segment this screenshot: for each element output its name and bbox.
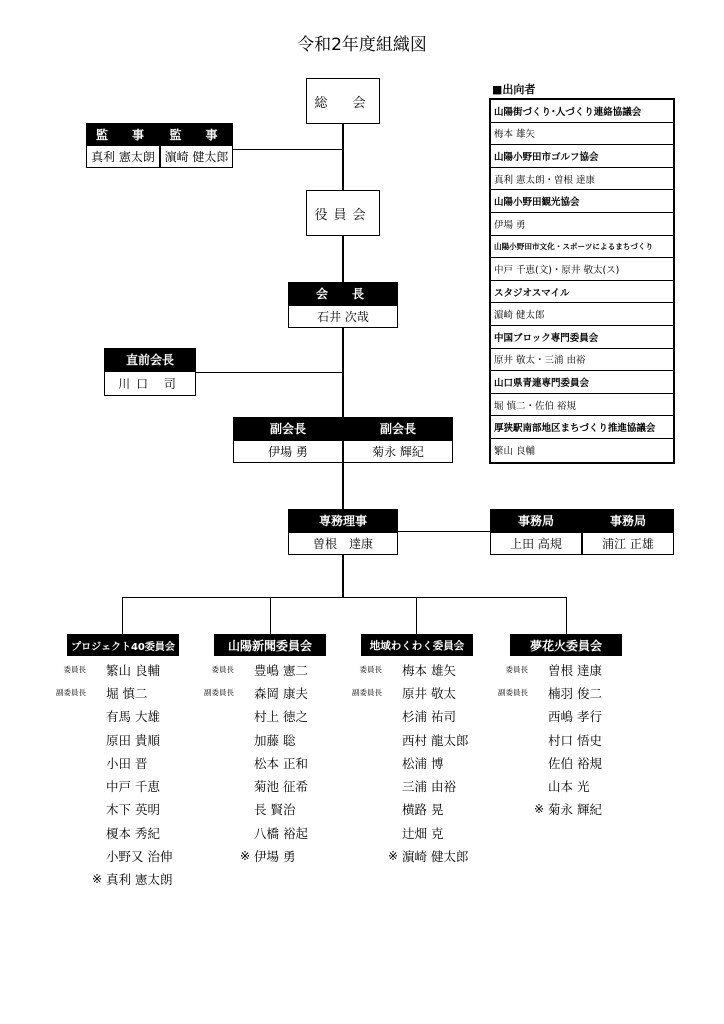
member-mark: ※ [92,872,103,887]
member-name: 原田 貴順 [106,732,160,748]
member-name: 繁山 良輔 [106,662,160,678]
member-name: 濵崎 健太郎 [402,849,469,865]
member-role: 副委員長 [352,688,382,698]
outbound-org: 山陽街づくり･人づくり連絡協議会 [491,100,673,123]
member-name: 加藤 聡 [254,732,296,748]
member-name: 松浦 博 [402,755,444,771]
outbound-org: 中国ブロック専門委員会 [491,326,673,349]
member-name: 堀 慎二 [106,685,148,701]
connector-committee-1 [122,597,123,634]
member-row [480,705,630,728]
member-mark: ※ [534,802,545,817]
auditor-2-name: 濵崎 健太郎 [160,145,233,168]
member-name: 辻畑 克 [402,825,444,841]
member-row [186,658,336,681]
member-row [38,844,188,867]
president-name: 石井 次哉 [288,305,398,328]
member-row [480,774,630,797]
outbound-people: 伊場 勇 [491,213,673,236]
member-name: 伊場 勇 [254,849,296,865]
member-row [186,798,336,821]
connector-committee-2 [270,597,271,634]
member-name: 佐伯 裕規 [548,755,602,771]
board-box: 役員会 [306,190,380,236]
outbound-org: 山陽小野田観光協会 [491,190,673,213]
member-role: 副委員長 [498,688,528,698]
member-row [334,658,484,681]
member-name: 菊池 征希 [254,779,308,795]
member-row [480,658,630,681]
member-row [480,728,630,751]
member-name: 森岡 康夫 [254,685,308,701]
member-name: 曽根 達康 [548,662,602,678]
member-name: 松本 正和 [254,755,308,771]
member-name: 杉浦 祐司 [402,709,456,725]
member-role: 副委員長 [56,688,86,698]
vice-president-1-title: 副会長 [233,417,343,440]
outbound-people: 堀 慎二・佐伯 裕規 [491,394,673,417]
outbound-org: 山陽小野田市文化・スポーツによるまちづくり [491,236,673,259]
auditor-2-title: 監 事 [160,123,233,145]
member-name: 楠羽 俊二 [548,685,602,701]
page-title: 令和2年度組織図 [297,35,427,55]
member-row [334,705,484,728]
connector-committee-4 [566,597,567,634]
member-name: 菊永 輝紀 [548,802,602,818]
outbound-org: 山口県青連専門委員会 [491,371,673,394]
committee-3-members [334,658,484,868]
member-role: 委員長 [505,665,528,675]
member-row [38,868,188,891]
member-name: 長 賢治 [254,802,296,818]
member-row [38,681,188,704]
member-role: 委員長 [63,665,86,675]
member-row [38,751,188,774]
member-role: 委員長 [359,665,382,675]
vice-president-2-title: 副会長 [343,417,453,440]
secretariat-1-title: 事務局 [490,509,582,532]
member-name: 中戸 千恵 [106,779,160,795]
secretariat-2-title: 事務局 [582,509,674,532]
member-row [186,821,336,844]
president-title: 会 長 [288,282,398,305]
member-row [186,774,336,797]
general-meeting-box: 総 会 [306,78,380,124]
connector-past-president [196,372,344,373]
member-name: 木下 英明 [106,802,160,818]
member-name: 三浦 由裕 [402,779,456,795]
member-row [38,705,188,728]
member-name: 八橋 裕起 [254,825,308,841]
outbound-people: 濵崎 健太郎 [491,303,673,326]
member-name: 西村 龍太郎 [402,732,469,748]
member-name: 豊嶋 憲二 [254,662,308,678]
member-name: 小野又 治伸 [106,849,173,865]
member-name: 村口 悟史 [548,732,602,748]
connector-committee-3 [416,597,417,634]
member-name: 有馬 大雄 [106,709,160,725]
outbound-org: 厚狭駅南部地区まちづくり推進協議会 [491,416,673,439]
member-row [186,728,336,751]
member-name: 山本 光 [548,779,590,795]
member-role: 副委員長 [204,688,234,698]
member-row [186,705,336,728]
committee-4-members [480,658,630,821]
member-row [334,774,484,797]
member-name: 村上 徳之 [254,709,308,725]
member-mark: ※ [240,849,251,864]
member-row [38,821,188,844]
past-president-name: 川口 司 [104,371,196,396]
committee-3-header: 地域わくわく委員会 [361,634,473,656]
member-row [334,821,484,844]
member-row [334,844,484,867]
member-row [186,751,336,774]
managing-director-name: 曽根 達康 [288,532,398,555]
member-row [334,751,484,774]
committee-2-header: 山陽新聞委員会 [214,634,326,656]
managing-director-title: 専務理事 [288,509,398,532]
vice-president-2-name: 菊永 輝紀 [343,440,453,463]
member-name: 原井 敬太 [402,685,456,701]
member-name: 小田 晋 [106,755,148,771]
outbound-people: 原井 敬太・三浦 由裕 [491,349,673,372]
auditor-1-name: 真利 憲太朗 [86,145,160,168]
member-row [480,751,630,774]
member-row [186,681,336,704]
member-row [334,681,484,704]
outbound-people: 真利 憲太朗・曽根 達康 [491,168,673,191]
outbound-org: スタジオスマイル [491,281,673,304]
member-name: 梅本 雄矢 [402,662,456,678]
member-name: 真利 憲太朗 [106,872,173,888]
member-row [38,798,188,821]
member-row [480,681,630,704]
member-mark: ※ [388,849,399,864]
committee-1-header: プロジェクト40委員会 [67,634,179,656]
committee-1-members [38,658,188,891]
auditor-1-title: 監 事 [86,123,160,145]
member-role: 委員長 [211,665,234,675]
vice-president-1-name: 伊場 勇 [233,440,343,463]
outbound-table [489,98,675,464]
outbound-people: 梅本 雄矢 [491,123,673,146]
member-name: 西嶋 孝行 [548,709,602,725]
member-row [334,798,484,821]
committee-4-header: 夢花火委員会 [510,634,622,656]
member-row [480,798,630,821]
outbound-people: 中戸 千恵(文)・原井 敬太(ス) [491,258,673,281]
outbound-people: 繁山 良輔 [494,446,536,458]
connector-auditors [232,149,344,150]
outbound-heading: ■出向者 [492,83,536,96]
member-row [38,658,188,681]
past-president-title: 直前会長 [104,348,196,371]
committee-2-members [186,658,336,868]
member-row [334,728,484,751]
member-row [38,774,188,797]
connector-committee-bar [122,597,567,598]
secretariat-2-name: 浦江 正雄 [582,532,674,555]
secretariat-1-name: 上田 高規 [490,532,582,555]
member-row [38,728,188,751]
member-name: 横路 晃 [402,802,444,818]
member-row [186,844,336,867]
outbound-org: 山陽小野田市ゴルフ協会 [491,145,673,168]
member-name: 榎本 秀紀 [106,825,160,841]
